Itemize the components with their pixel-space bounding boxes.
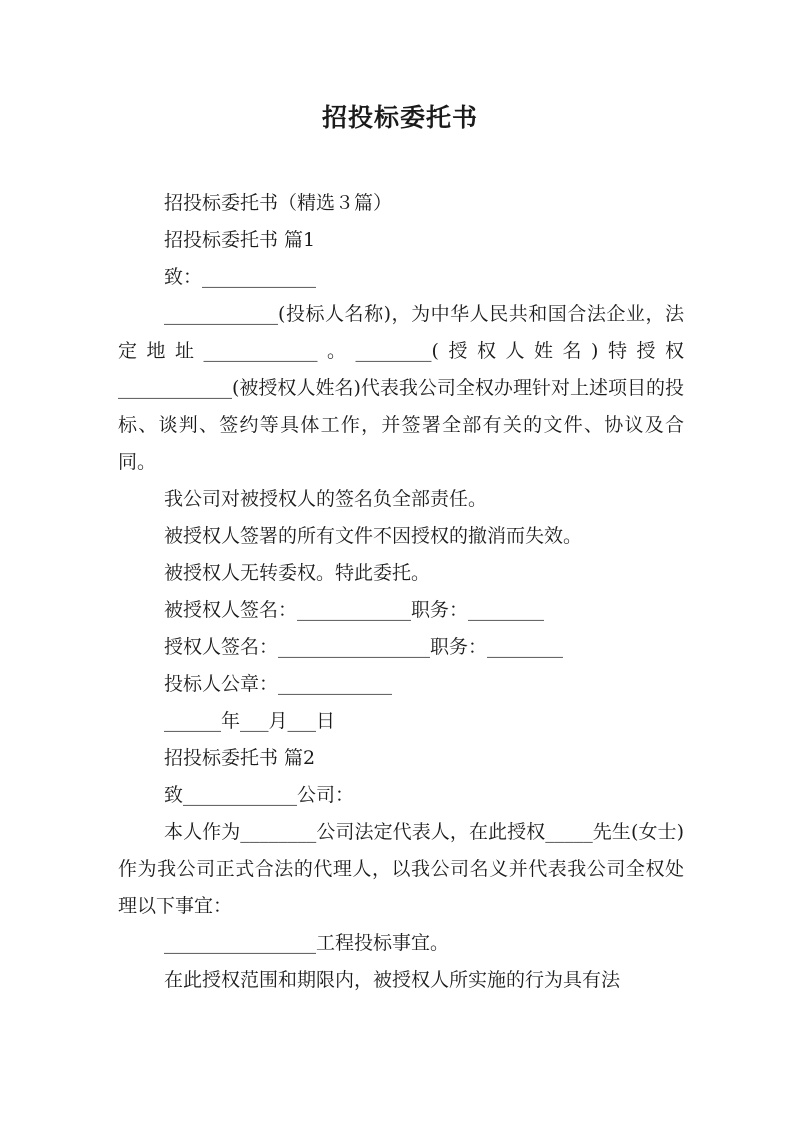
section-heading-2: 招投标委托书 篇2	[164, 747, 316, 769]
legal-representative-paragraph: 本人作为________公司法定代表人，在此授权_____先生(女士)作为我公司正式合法的代理人，以我公司名义并代表我公司全权处理以下事宜：	[118, 821, 684, 917]
authorization-paragraph: ____________(投标人名称)，为中华人民共和国合法企业，法定地址____________。________(授权人姓名)特授权____________(被授权人姓名)代表我公司全权办理针对上述项目的投标、谈判、签约等具体工作，并签署全部有关的文件、协议及合同。	[118, 303, 684, 473]
document-subtitle: 招投标委托书（精选３篇）	[164, 192, 393, 214]
grantee-signature-line: 被授权人签名：____________职务：________	[164, 599, 545, 621]
date-day-label: 日	[316, 710, 336, 732]
date-year-label: 年	[221, 710, 241, 732]
bidder-seal-line: 投标人公章：____________	[164, 673, 393, 695]
addressee-line: 致：____________	[164, 266, 317, 288]
section-heading-1: 招投标委托书 篇1	[164, 229, 316, 251]
no-subdelegation-statement: 被授权人无转委权。特此委托。	[164, 562, 431, 584]
responsibility-statement: 我公司对被授权人的签名负全部责任。	[164, 488, 488, 510]
document-title: 招投标委托书	[321, 103, 478, 132]
authorization-scope-paragraph: 在此授权范围和期限内，被授权人所实施的行为具有法	[164, 969, 621, 991]
grantor-signature-line: 授权人签名：________________职务：________	[164, 636, 564, 658]
addressee-company-line: 致____________公司：	[164, 784, 355, 806]
date-month-label: 月	[268, 710, 288, 732]
project-bidding-line: ________________工程投标事宜。	[164, 932, 450, 954]
validity-statement: 被授权人签署的所有文件不因授权的撤消而失效。	[164, 525, 583, 547]
date-line: ______年___月___日	[164, 710, 336, 732]
document-body	[118, 185, 684, 999]
